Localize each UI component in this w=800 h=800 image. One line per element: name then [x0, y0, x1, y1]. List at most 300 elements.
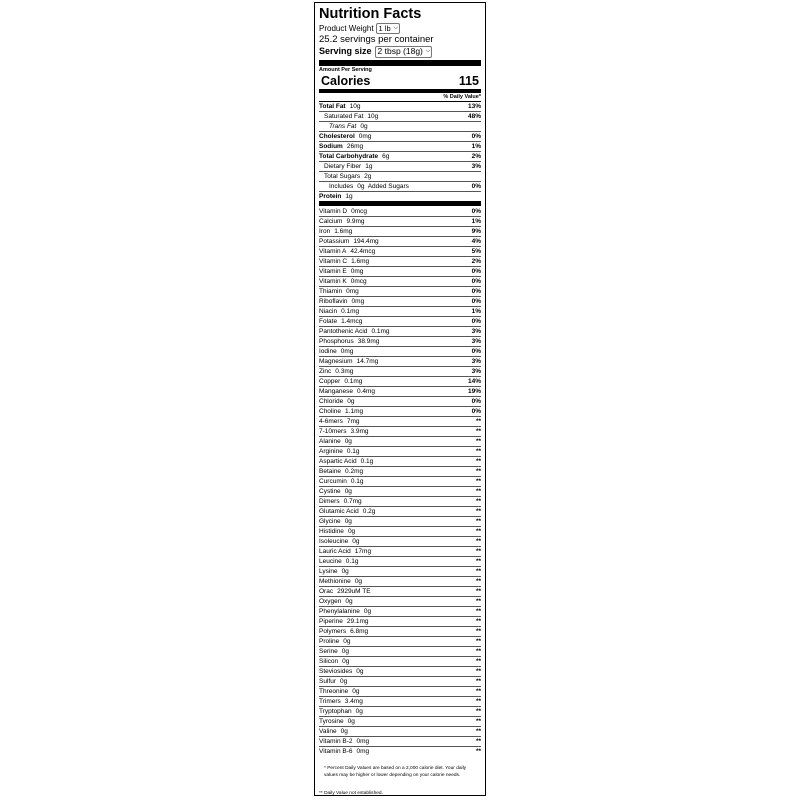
- nutrient-row: [319, 726, 481, 736]
- nutrition-facts-label: [314, 2, 486, 796]
- nutrient-name: Polymers: [319, 628, 347, 635]
- nutrient-row: [319, 586, 481, 596]
- nutrient-name: Chloride: [319, 398, 344, 405]
- nutrient-name: Niacin: [319, 308, 338, 315]
- nutrient-daily-value: **: [475, 658, 481, 665]
- nutrient-row: [319, 736, 481, 746]
- nutrient-name-amount: [319, 517, 352, 526]
- nutrient-name: Lysine: [319, 568, 338, 575]
- nutrient-amount: 0g: [347, 398, 355, 405]
- nutrient-name-amount: [319, 277, 367, 286]
- nutrient-amount: 38.9mg: [357, 338, 380, 345]
- nutrient-name-amount: [319, 567, 349, 576]
- nutrient-name: Aspartic Acid: [319, 458, 357, 465]
- nutrient-daily-value: 9%: [471, 228, 481, 235]
- nutrient-name-amount: [319, 417, 360, 426]
- nutrient-row: [319, 151, 481, 161]
- nutrient-row: [319, 181, 481, 191]
- divider-thick: [319, 60, 481, 66]
- nutrient-amount: 0mg: [346, 288, 359, 295]
- nutrient-daily-value: **: [475, 708, 481, 715]
- nutrient-amount: 1.6mg: [351, 258, 370, 265]
- nutrient-name: Sulfur: [319, 678, 336, 685]
- nutrient-amount: 1.4mcg: [341, 318, 363, 325]
- nutrient-daily-value: 5%: [471, 248, 481, 255]
- nutrient-row: [319, 276, 481, 286]
- nutrient-name-amount: [319, 172, 371, 181]
- nutrient-amount: 0g: [343, 638, 351, 645]
- nutrient-name-amount: [319, 647, 349, 656]
- nutrient-name: Vitamin K: [319, 278, 347, 285]
- nutrient-amount: 0mg: [358, 133, 372, 140]
- nutrient-amount: 1.6mg: [334, 228, 353, 235]
- nutrient-name: Arginine: [319, 448, 343, 455]
- nutrient-amount: 0g: [342, 658, 350, 665]
- nutrient-daily-value: 0%: [471, 183, 481, 190]
- nutrient-name: Choline: [319, 408, 342, 415]
- nutrient-daily-value: **: [475, 528, 481, 535]
- nutrient-amount: 10g: [367, 113, 379, 120]
- nutrient-name-amount: [319, 697, 363, 706]
- nutrient-name-amount: [319, 317, 362, 326]
- nutrient-name-amount: [319, 677, 347, 686]
- nutrient-amount: 0.1mg: [344, 378, 363, 385]
- nutrient-row: [319, 207, 481, 216]
- nutrient-amount: 1.1mg: [345, 408, 364, 415]
- nutrient-row: [319, 666, 481, 676]
- nutrient-amount: 0g: [341, 648, 350, 655]
- nutrient-row: [319, 676, 481, 686]
- nutrient-amount: 7mg: [346, 418, 360, 425]
- nutrient-name: Protein: [319, 193, 342, 200]
- nutrient-amount: 0mg: [340, 348, 354, 355]
- nutrient-amount: 0.4mg: [356, 388, 376, 395]
- nutrient-amount: 0.1g: [350, 478, 364, 485]
- nutrient-name-amount: [319, 102, 360, 111]
- nutrient-name: Pantothenic Acid: [319, 328, 368, 335]
- nutrient-amount: 1g: [365, 163, 373, 170]
- nutrient-amount: 0g: [356, 668, 364, 675]
- nutrient-row: [319, 286, 481, 296]
- nutrient-name-amount: [319, 447, 360, 456]
- chevron-down-icon: ⌵: [393, 25, 399, 31]
- nutrient-row: [319, 131, 481, 141]
- nutrient-amount: 0mg: [356, 748, 370, 755]
- nutrient-daily-value: 0%: [471, 298, 481, 305]
- servings-per-container: 25.2 servings per container: [319, 34, 434, 45]
- calories-value: 115: [458, 74, 479, 88]
- nutrient-daily-value: 3%: [471, 358, 481, 365]
- nutrient-name-amount: [319, 357, 378, 366]
- nutrient-name-amount: [319, 247, 375, 256]
- nutrient-name-amount: [319, 687, 360, 696]
- nutrient-row: [319, 546, 481, 556]
- nutrient-name-amount: [319, 747, 369, 756]
- nutrient-name: Isoleucine: [319, 538, 349, 545]
- nutrient-row: [319, 236, 481, 246]
- nutrient-daily-value: 4%: [471, 238, 481, 245]
- nutrient-daily-value: **: [475, 558, 481, 565]
- nutrient-row: [319, 506, 481, 516]
- nutrient-daily-value: 3%: [471, 368, 481, 375]
- nutrient-daily-value: **: [475, 598, 481, 605]
- nutrient-name: Magnesium: [319, 358, 353, 365]
- nutrient-row: [319, 656, 481, 666]
- nutrient-daily-value: 14%: [467, 378, 481, 385]
- nutrient-name: Vitamin B-6: [319, 748, 353, 755]
- nutrient-amount: 0mcg: [351, 208, 367, 215]
- nutrient-amount: 42.4mcg: [350, 248, 376, 255]
- nutrient-daily-value: **: [475, 418, 481, 425]
- nutrient-row: [319, 141, 481, 151]
- nutrient-row: [319, 266, 481, 276]
- nutrient-amount: 0.7mg: [343, 498, 362, 505]
- nutrient-name-amount: [319, 132, 371, 141]
- nutrient-amount: 0g: [340, 728, 348, 735]
- nutrient-name: Trans Fat: [329, 123, 357, 130]
- nutrient-name-amount: [319, 237, 379, 246]
- nutrient-name-amount: [319, 227, 352, 236]
- nutrient-name-amount: [319, 737, 369, 746]
- nutrient-name: Piperine: [319, 618, 343, 625]
- nutrient-name: 7-10mers: [319, 428, 347, 435]
- nutrient-name-amount: [319, 597, 353, 606]
- nutrient-name: Calcium: [319, 218, 343, 225]
- nutrient-row: [319, 191, 481, 201]
- nutrient-row: [319, 706, 481, 716]
- product-weight-label: Product Weight: [319, 24, 374, 33]
- nutrient-name-amount: [319, 142, 363, 151]
- chevron-down-icon: ⌵: [425, 48, 431, 54]
- nutrient-name-amount: [319, 577, 362, 586]
- nutrient-row: [319, 426, 481, 436]
- nutrient-row: [319, 336, 481, 346]
- nutrient-row: [319, 616, 481, 626]
- nutrient-name-amount: [319, 627, 368, 636]
- nutrient-daily-value: 0%: [471, 348, 481, 355]
- nutrient-amount: 0.2g: [362, 508, 376, 515]
- nutrient-name-amount: [319, 547, 371, 556]
- nutrient-amount: 0g: [345, 598, 353, 605]
- nutrient-row: [319, 406, 481, 416]
- nutrient-amount: 0.1g: [360, 458, 374, 465]
- nutrient-name-amount: [319, 112, 378, 121]
- nutrient-amount: 26mg: [346, 143, 364, 150]
- nutrient-row: [319, 356, 481, 366]
- nutrient-amount: 3.9mg: [350, 428, 369, 435]
- nutrient-daily-value: 13%: [467, 103, 481, 110]
- nutrient-row: [319, 161, 481, 171]
- nutrient-name-amount: [319, 327, 390, 336]
- nutrient-name-amount: [319, 267, 363, 276]
- nutrient-name-amount: [319, 707, 363, 716]
- daily-value-header: % Daily Value*: [319, 93, 481, 102]
- nutrient-name: Iodine: [319, 348, 337, 355]
- nutrient-name-amount: [319, 217, 365, 226]
- nutrient-name: Orac: [319, 588, 334, 595]
- amount-per-serving: Amount Per Serving: [319, 67, 372, 73]
- product-weight-row: [319, 23, 481, 34]
- nutrient-amount: 0g: [360, 123, 368, 130]
- nutrient-name-amount: [319, 152, 389, 161]
- nutrient-daily-value: 3%: [471, 338, 481, 345]
- nutrient-row: [319, 326, 481, 336]
- nutrient-daily-value: **: [475, 518, 481, 525]
- nutrient-daily-value: **: [475, 748, 481, 755]
- nutrient-name: Thiamin: [319, 288, 343, 295]
- nutrient-name: Cholesterol: [319, 133, 355, 140]
- nutrient-name-amount: [319, 477, 363, 486]
- serving-size-select[interactable]: [375, 46, 433, 58]
- nutrient-amount: 0g: [344, 438, 352, 445]
- nutrient-amount: 0g: [352, 688, 360, 695]
- nutrient-name: Total Carbohydrate: [319, 153, 379, 160]
- nutrient-amount: 17mg: [354, 548, 372, 555]
- nutrient-row: [319, 556, 481, 566]
- nutrient-amount: 0g: [347, 528, 356, 535]
- nutrient-name: Cystine: [319, 488, 341, 495]
- nutrient-row: [319, 696, 481, 706]
- nutrient-row: [319, 346, 481, 356]
- nutrient-daily-value: **: [475, 648, 481, 655]
- nutrient-daily-value: **: [475, 618, 481, 625]
- nutrient-amount: 0mg: [351, 298, 365, 305]
- nutrient-name-amount: [319, 487, 352, 496]
- nutrient-name-amount: [319, 607, 371, 616]
- nutrient-name: Curcumin: [319, 478, 347, 485]
- nutrient-row: [319, 456, 481, 466]
- nutrient-daily-value: **: [475, 468, 481, 475]
- nutrient-row: [319, 171, 481, 181]
- nutrient-row: [319, 626, 481, 636]
- nutrient-amount: 0g: [352, 538, 360, 545]
- nutrient-name: Potassium: [319, 238, 350, 245]
- product-weight-select[interactable]: [376, 23, 401, 34]
- nutrient-name: Oxygen: [319, 598, 342, 605]
- nutrient-daily-value: **: [475, 498, 481, 505]
- nutrient-name-amount: [319, 527, 355, 536]
- nutrient-daily-value: **: [475, 458, 481, 465]
- serving-size-value: 2 tbsp (18g): [377, 46, 423, 56]
- nutrient-amount: 0mg: [356, 738, 370, 745]
- nutrient-row: [319, 476, 481, 486]
- nutrient-name: Leucine: [319, 558, 342, 565]
- nutrient-amount: 0g: [341, 568, 349, 575]
- nutrient-daily-value: 0%: [471, 318, 481, 325]
- nutrient-name: Glycine: [319, 518, 341, 525]
- micro-nutrients-list: [319, 207, 481, 756]
- nutrient-name: Alanine: [319, 438, 341, 445]
- nutrient-name-amount: [319, 667, 363, 676]
- serving-size-row: [319, 45, 481, 58]
- nutrient-row: [319, 102, 481, 111]
- nutrient-row: [319, 606, 481, 616]
- nutrient-daily-value: 48%: [467, 113, 481, 120]
- macro-nutrients-list: [319, 102, 481, 201]
- nutrient-name-amount: [319, 287, 359, 296]
- nutrient-daily-value: **: [475, 688, 481, 695]
- nutrient-name-amount: [319, 637, 350, 646]
- nutrient-name: Tyrosine: [319, 718, 344, 725]
- nutrient-amount: 2g: [364, 173, 372, 180]
- nutrient-daily-value: **: [475, 578, 481, 585]
- nutrient-name-amount: [319, 387, 375, 396]
- nutrient-name-amount: [319, 467, 363, 476]
- nutrient-row: [319, 576, 481, 586]
- nutrient-amount: 6.8mg: [350, 628, 369, 635]
- serving-size-label: Serving size: [319, 46, 372, 56]
- nutrient-daily-value: 0%: [471, 208, 481, 215]
- nutrient-row: [319, 386, 481, 396]
- nutrient-amount: 0.1g: [345, 558, 359, 565]
- nutrient-name-amount: [319, 497, 362, 506]
- nutrient-row: [319, 716, 481, 726]
- nutrient-name: Tryptophan: [319, 708, 352, 715]
- nutrient-amount: 0g: [344, 488, 352, 495]
- divider-medium: [319, 201, 481, 206]
- nutrient-name-amount: [319, 207, 367, 216]
- nutrient-name: Glutamic Acid: [319, 508, 359, 515]
- nutrient-name: Zinc: [319, 368, 332, 375]
- nutrient-name-amount: [319, 457, 373, 466]
- nutrient-daily-value: **: [475, 478, 481, 485]
- nutrient-daily-value: **: [475, 608, 481, 615]
- nutrient-name: Threonine: [319, 688, 349, 695]
- nutrient-row: [319, 396, 481, 406]
- nutrient-name: Vitamin E: [319, 268, 347, 275]
- nutrient-name: Valine: [319, 728, 337, 735]
- nutrient-row: [319, 566, 481, 576]
- nutrient-name: Dietary Fiber: [324, 163, 362, 170]
- nutrient-name: Serine: [319, 648, 338, 655]
- nutrient-name: Folate: [319, 318, 338, 325]
- nutrient-daily-value: 2%: [471, 258, 481, 265]
- nutrient-name: Copper: [319, 378, 341, 385]
- nutrient-name: Vitamin D: [319, 208, 348, 215]
- nutrient-name: Saturated Fat: [324, 113, 364, 120]
- nutrient-daily-value: 0%: [471, 288, 481, 295]
- nutrient-name: Trimers: [319, 698, 341, 705]
- nutrient-name: Total Fat: [319, 103, 346, 110]
- nutrient-amount: 2929uM TE: [337, 588, 371, 595]
- nutrient-daily-value: **: [475, 548, 481, 555]
- nutrient-name-amount: [319, 307, 359, 316]
- nutrient-row: [319, 746, 481, 756]
- nutrient-name-amount: [319, 347, 353, 356]
- nutrient-row: [319, 216, 481, 226]
- nutrient-name-amount: [319, 122, 368, 131]
- nutrient-row: [319, 436, 481, 446]
- nutrient-amount: 0g: [347, 718, 355, 725]
- nutrient-amount: 1g: [345, 193, 353, 200]
- nutrient-row: [319, 416, 481, 426]
- nutrient-name: Steviosides: [319, 668, 353, 675]
- nutrient-row: [319, 366, 481, 376]
- calories-row: [319, 74, 481, 88]
- nutrient-daily-value: **: [475, 428, 481, 435]
- nutrient-name-amount: [319, 397, 354, 406]
- nutrient-amount: 0.2mg: [345, 468, 364, 475]
- nutrient-daily-value: 3%: [471, 328, 481, 335]
- nutrient-name-amount: [319, 657, 349, 666]
- nutrient-amount: 6g: [382, 153, 390, 160]
- nutrient-amount: 0mg: [350, 268, 364, 275]
- nutrient-name-amount: [319, 192, 353, 201]
- nutrient-row: [319, 646, 481, 656]
- nutrient-amount: 14.7mg: [356, 358, 379, 365]
- nutrient-row: [319, 256, 481, 266]
- nutrient-daily-value: **: [475, 668, 481, 675]
- footnote-not-established: ** Daily Value not established.: [319, 791, 383, 796]
- nutrient-daily-value: 3%: [471, 163, 481, 170]
- nutrient-name-amount: [319, 407, 363, 416]
- nutrient-row: [319, 296, 481, 306]
- nutrient-amount: 0g: [355, 708, 363, 715]
- nutrient-daily-value: **: [475, 568, 481, 575]
- nutrient-row: [319, 516, 481, 526]
- nutrient-daily-value: **: [475, 538, 481, 545]
- nutrient-name: Total Sugars: [324, 173, 361, 180]
- nutrient-name: Lauric Acid: [319, 548, 351, 555]
- calories-label: Calories: [321, 74, 371, 88]
- nutrient-name: Silicon: [319, 658, 339, 665]
- nutrient-name: Betaine: [319, 468, 342, 475]
- nutrient-name: Dimers: [319, 498, 340, 505]
- nutrient-name-amount: [319, 437, 352, 446]
- nutrient-name-amount: [319, 377, 362, 386]
- nutrient-amount: 0mcg: [350, 278, 367, 285]
- nutrient-daily-value: **: [475, 508, 481, 515]
- nutrient-row: [319, 121, 481, 131]
- nutrient-row: [319, 316, 481, 326]
- nutrient-name-amount: [319, 162, 372, 171]
- nutrient-row: [319, 446, 481, 456]
- nutrient-row: [319, 636, 481, 646]
- nutrient-daily-value: **: [475, 438, 481, 445]
- nutrient-name: Sodium: [319, 143, 343, 150]
- nutrient-daily-value: **: [475, 678, 481, 685]
- nutrient-amount: 3.4mg: [344, 698, 363, 705]
- nutrient-row: [319, 686, 481, 696]
- nutrient-daily-value: **: [475, 588, 481, 595]
- nutrient-name: Histidine: [319, 528, 344, 535]
- nutrient-amount: 0.1mg: [371, 328, 390, 335]
- nutrient-name-amount: [319, 587, 371, 596]
- nutrient-name: Manganese: [319, 388, 353, 395]
- nutrient-row: [319, 526, 481, 536]
- nutrient-amount: 10g: [349, 103, 361, 110]
- nutrient-daily-value: **: [475, 448, 481, 455]
- nutrient-name: Vitamin B-2: [319, 738, 353, 745]
- nutrient-daily-value: 1%: [471, 308, 481, 315]
- nutrient-daily-value: 1%: [471, 143, 481, 150]
- nutrient-row: [319, 466, 481, 476]
- nutrient-daily-value: 0%: [471, 408, 481, 415]
- nutrient-amount: 0g Added Sugars: [357, 183, 409, 190]
- label-title: Nutrition Facts: [319, 6, 422, 22]
- nutrient-daily-value: 0%: [471, 268, 481, 275]
- nutrient-amount: 0.1mg: [341, 308, 360, 315]
- nutrient-amount: 0g: [339, 678, 348, 685]
- nutrient-name-amount: [319, 427, 369, 436]
- nutrient-row: [319, 246, 481, 256]
- nutrient-daily-value: 0%: [471, 398, 481, 405]
- nutrient-name-amount: [319, 617, 369, 626]
- nutrient-row: [319, 496, 481, 506]
- nutrient-name-amount: [319, 257, 369, 266]
- nutrient-name-amount: [319, 337, 379, 346]
- nutrient-name: Iron: [319, 228, 331, 235]
